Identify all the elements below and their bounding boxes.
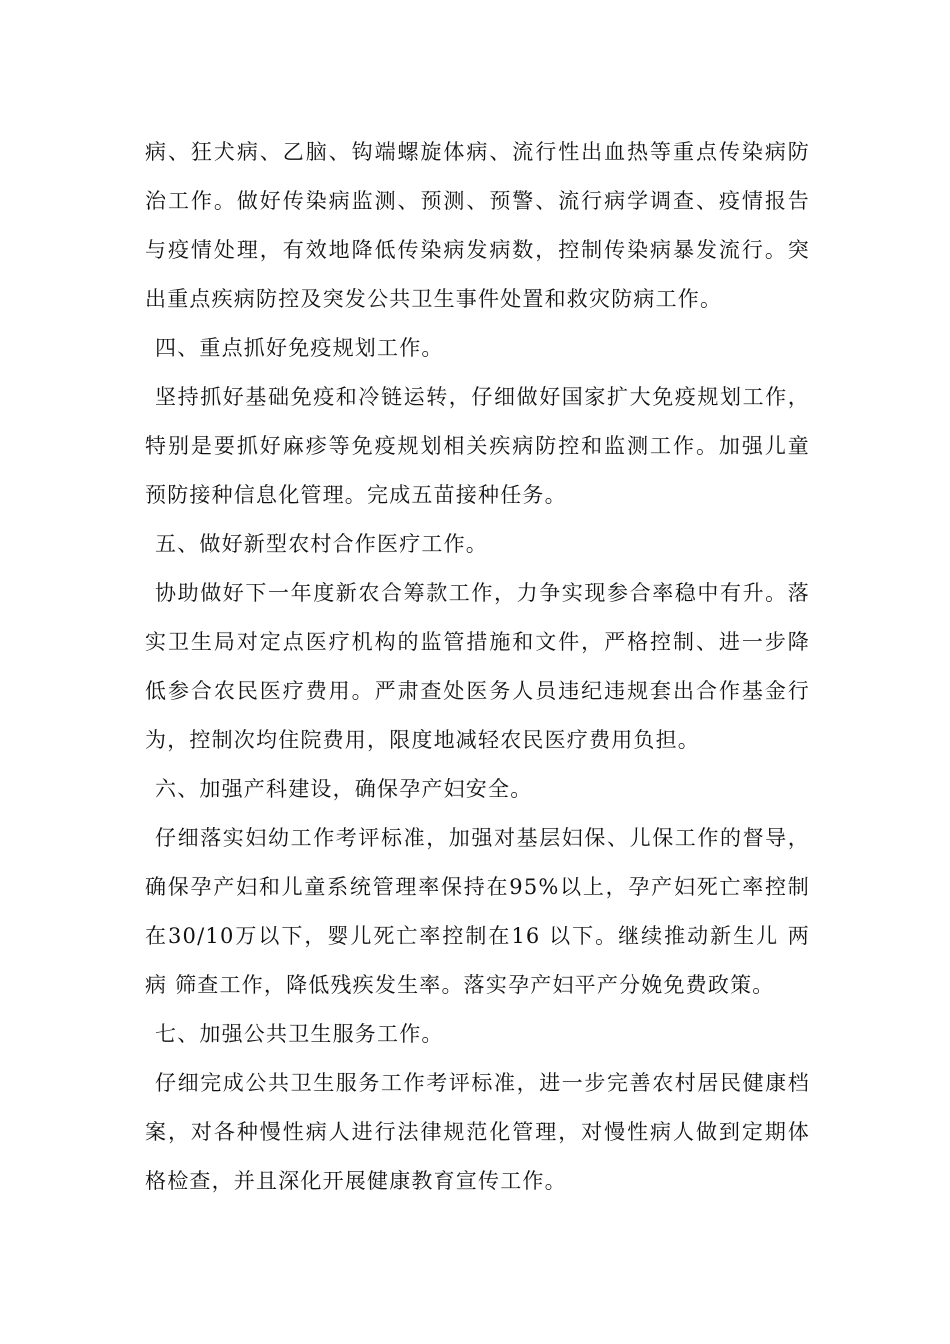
paragraph-infectious-disease-control: 病、狂犬病、乙脑、钩端螺旋体病、流行性出血热等重点传染病防治工作。做好传染病监测、预测、预警、流行病学调查、疫情报告与疫情处理，有效地降低传染病发病数，控制传染病暴发流行。突出重点疾病防控及突发公共卫生事件处置和救灾防病工作。 [145,140,810,311]
section-heading-public-health-service: 七、加强公共卫生服务工作。 [155,1022,444,1046]
document-body [145,128,810,1206]
paragraph-obstetrics: 仔细落实妇幼工作考评标准，加强对基层妇保、儿保工作的督导，确保孕产妇和儿童系统管理率保持在95%以上，孕产妇死亡率控制在30/10万以下，婴儿死亡率控制在16 以下。继续推动新生儿 两病 筛查工作，降低残疾发生率。落实孕产妇平产分娩免费政策。 [145,826,810,997]
paragraph-rural-cooperative-medical: 协助做好下一年度新农合筹款工作，力争实现参合率稳中有升。落实卫生局对定点医疗机构的监管措施和文件，严格控制、进一步降低参合农民医疗费用。严肃查处医务人员违纪违规套出合作基金行为，控制次均住院费用，限度地减轻农民医疗费用负担。 [145,581,810,752]
paragraph-public-health-service: 仔细完成公共卫生服务工作考评标准，进一步完善农村居民健康档案，对各种慢性病人进行法律规范化管理，对慢性病人做到定期体格检查，并且深化开展健康教育宣传工作。 [145,1071,810,1193]
section-heading-rural-cooperative-medical: 五、做好新型农村合作医疗工作。 [155,532,488,556]
section-heading-obstetrics: 六、加强产科建设，确保孕产妇安全。 [155,777,533,801]
paragraph-immunization: 坚持抓好基础免疫和冷链运转，仔细做好国家扩大免疫规划工作，特别是要抓好麻疹等免疫规划相关疾病防控和监测工作。加强儿童预防接种信息化管理。完成五苗接种任务。 [145,385,810,507]
section-heading-immunization: 四、重点抓好免疫规划工作。 [155,336,444,360]
